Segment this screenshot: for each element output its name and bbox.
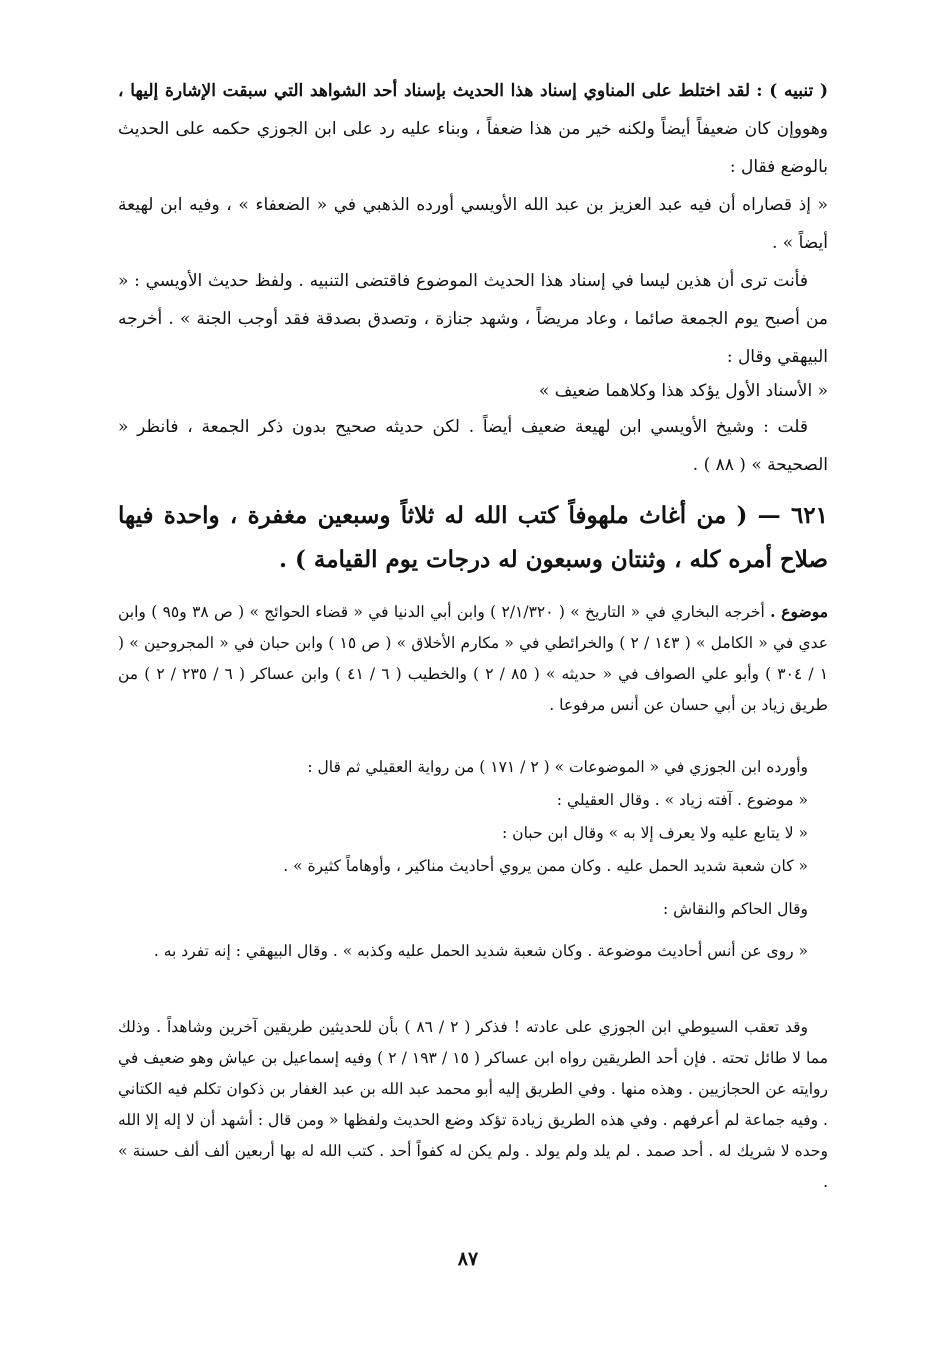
note-paragraph	[118, 72, 828, 186]
hadith-text: ٦٢١ — ( من أغاث ملهوفاً كتب الله له ثلاثاً وسبعين مغفرة ، واحدة فيها صلاح أمره كله ، وثنتان وسبعون له درجات يوم القيامة ) .	[118, 502, 828, 573]
narration-line: وأورده ابن الجوزي في « الموضوعات » ( ٢ / ١٧١ ) من رواية العقيلي ثم قال :	[307, 758, 808, 776]
note-paragraph-2: فأنت ترى أن هذين ليسا في إسناد هذا الحديث الموضوع فاقتضى التنبيه . ولفظ حديث الأويسي : « من أصبح يوم الجمعة صائما ، وعاد مريضاً ، وشهد جنازة ، وتصدق بصدقة فقد أوجب الجنة » . أخرجه البيهقي وقال :	[118, 271, 828, 367]
grading-paragraph	[118, 596, 828, 721]
note-paragraph-3: قلت : وشيخ الأويسي ابن لهيعة ضعيف أيضاً . لكن حديثه صحيح بدون ذكر الجمعة ، فانظر « الصحيحة » ( ٨٨ ) .	[118, 417, 828, 475]
note-label: ( تنبيه ) :	[756, 81, 828, 101]
narration-line: « كان شعبة شديد الحمل عليه . وكان ممن يروي أحاديث مناكير ، وأوهاماً كثيرة » .	[283, 857, 808, 875]
page-number: ٨٧	[457, 1248, 479, 1270]
note-bold-lead: لقد اختلط على المناوي إسناد هذا الحديث بإسناد أحد الشواهد التي سبقت الإشارة إليها ،	[118, 81, 751, 101]
narration-line: « روى عن أنس أحاديث موضوعة . وكان شعبة شديد الحمل عليه وكذبه » . وقال البيهقي : إنه تفرد به .	[153, 942, 808, 960]
grading-label: موضوع .	[770, 602, 829, 621]
narration-line: « لا يتابع عليه ولا يعرف إلا به » وقال ابن حبان :	[502, 824, 808, 842]
note-quote-2: « الأسناد الأول يؤكد هذا وكلاهما ضعيف »	[538, 381, 828, 401]
note-text: وهووإن كان ضعيفاً أيضاً ولكنه خير من هذا ضعفاً ، وبناء عليه رد على ابن الجوزي حكمه على الحديث بالوضع فقال :	[118, 119, 828, 177]
final-paragraph: وقد تعقب السيوطي ابن الجوزي على عادته ! فذكر ( ٢ / ٨٦ ) بأن للحديثين طريقين آخرين وشاهداً . وذلك مما لا طائل تحته . فإن أحد الطريقين رواه ابن عساكر ( ١٥ / ١٩٣ / ٢ ) وفيه إسماعيل بن عياش وهو ضعيف في روايته عن الحجازيين . وهذه منها . وفي الطريق إليه أبو محمد عبد الله بن عبد الغفار بن ذكوان تكلم فيه الكتاني . وفيه جماعة لم أعرفهم . وفي هذه الطريق زيادة تؤكد وضع الحديث ولفظها « ومن قال : أشهد أن لا إله إلا الله وحده لا شريك له . أحد صمد . لم يلد ولم يولد . ولم يكن له كفواً أحد . كتب الله له بها أربعين ألف ألف حسنة » .	[118, 1018, 829, 1191]
note-quote-1: « إذ قصاراه أن فيه عبد العزيز بن عبد الله الأويسي أورده الذهبي في « الضعفاء » ، وفيه ابن لهيعة أيضاً » .	[118, 195, 828, 253]
narration-line: وقال الحاكم والنقاش :	[662, 900, 808, 918]
grading-text: أخرجه البخاري في « التاريخ » ( ٢/١/٣٢٠ ) وابن أبي الدنيا في « قضاء الحوائج » ( ص ٣٨ و٩٥ ) وابن عدي في « الكامل » ( ١٤٣ / ٢ ) والخرائطي في « مكارم الأخلاق » ( ص ١٥ ) وابن حبان في « المجروحين » ( ١ / ٣٠٤ ) وأبو علي الصواف في « حديثه » ( ٨٥ / ٢ ) والخطيب ( ٦ / ٤١ ) وابن عساكر ( ٦ / ٢٣٥ / ٢ ) من طريق زياد بن أبي حسان عن أنس مرفوعا .	[118, 603, 829, 714]
narration-line: « موضوع . آفته زياد » . وقال العقيلي :	[556, 791, 808, 809]
